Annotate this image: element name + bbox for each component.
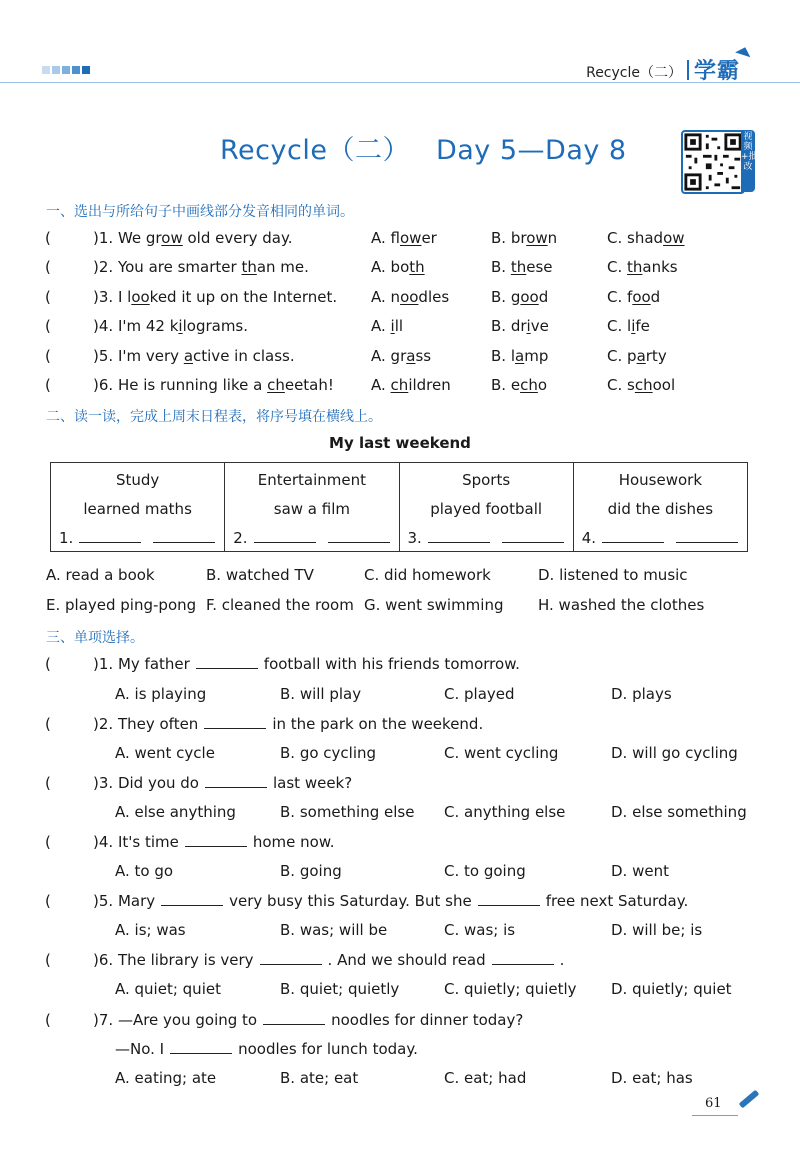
sentence: )1. We grow old every day. bbox=[93, 229, 293, 247]
choice-a[interactable]: A. grass bbox=[371, 347, 432, 365]
option-item: A. read a book bbox=[46, 566, 155, 584]
choice-b[interactable]: B. ate; eat bbox=[280, 1069, 359, 1087]
qr-label: 视频+批改 bbox=[741, 130, 755, 192]
answer-blank[interactable]: 3. bbox=[408, 529, 570, 547]
question: )7. —Are you going to noodles for dinner today? bbox=[93, 1011, 524, 1029]
choice-d[interactable]: D. eat; has bbox=[611, 1069, 693, 1087]
header-square bbox=[42, 66, 50, 74]
option-item: D. listened to music bbox=[538, 566, 688, 584]
weekend-table bbox=[50, 462, 748, 552]
answer-paren[interactable]: ( bbox=[45, 347, 51, 365]
choice-d[interactable]: D. will go cycling bbox=[611, 744, 738, 762]
choice-d[interactable]: D. went bbox=[611, 862, 669, 880]
choice-c[interactable]: C. thanks bbox=[607, 258, 678, 276]
choice-b[interactable]: B. good bbox=[491, 288, 549, 306]
table-cell-sports bbox=[400, 463, 574, 551]
choice-c[interactable]: C. to going bbox=[444, 862, 526, 880]
qr-code-icon[interactable] bbox=[681, 130, 745, 194]
answer-paren[interactable]: ( bbox=[45, 258, 51, 276]
choice-a[interactable]: A. else anything bbox=[115, 803, 236, 821]
answer-paren[interactable]: ( bbox=[45, 288, 51, 306]
part3-heading: 三、单项选择。 bbox=[46, 630, 144, 646]
header-section-title: Recycle（二） bbox=[586, 65, 682, 81]
choice-a[interactable]: A. eating; ate bbox=[115, 1069, 217, 1087]
table-example: did the dishes bbox=[607, 500, 714, 518]
choice-a[interactable]: A. went cycle bbox=[115, 744, 215, 762]
choice-a[interactable]: A. noodles bbox=[371, 288, 450, 306]
choice-c[interactable]: C. was; is bbox=[444, 921, 516, 939]
choice-b[interactable]: B. echo bbox=[491, 376, 548, 394]
answer-blank[interactable]: 4. bbox=[582, 529, 744, 547]
choice-b[interactable]: B. these bbox=[491, 258, 553, 276]
header-square bbox=[52, 66, 60, 74]
sentence: )2. You are smarter than me. bbox=[93, 258, 309, 276]
option-item: H. washed the clothes bbox=[538, 596, 705, 614]
choice-c[interactable]: C. food bbox=[607, 288, 661, 306]
choice-d[interactable]: D. else something bbox=[611, 803, 747, 821]
choice-a[interactable]: A. to go bbox=[115, 862, 174, 880]
choice-a[interactable]: A. flower bbox=[371, 229, 437, 247]
table-cell-housework bbox=[574, 463, 747, 551]
question-line2: —No. I noodles for lunch today. bbox=[115, 1040, 418, 1058]
answer-paren[interactable]: ( bbox=[45, 833, 51, 851]
choice-d[interactable]: D. will be; is bbox=[611, 921, 703, 939]
table-header: Housework bbox=[618, 471, 703, 489]
choice-c[interactable]: C. eat; had bbox=[444, 1069, 527, 1087]
choice-c[interactable]: C. school bbox=[607, 376, 676, 394]
choice-a[interactable]: A. ill bbox=[371, 317, 404, 335]
choice-d[interactable]: D. plays bbox=[611, 685, 672, 703]
question: )1. My father football with his friends tomorrow. bbox=[93, 655, 520, 673]
header-rule bbox=[0, 82, 800, 83]
option-item: E. played ping-pong bbox=[46, 596, 197, 614]
answer-paren[interactable]: ( bbox=[45, 376, 51, 394]
table-header: Study bbox=[115, 471, 160, 489]
sentence: )5. I'm very active in class. bbox=[93, 347, 295, 365]
brand-logo: 学霸 bbox=[694, 59, 741, 84]
question: )2. They often in the park on the weekend. bbox=[93, 715, 484, 733]
table-header: Sports bbox=[462, 471, 511, 489]
header-square bbox=[82, 66, 90, 74]
answer-paren[interactable]: ( bbox=[45, 1011, 51, 1029]
footer-rule bbox=[692, 1115, 738, 1116]
answer-blank[interactable]: 1. bbox=[59, 529, 221, 547]
answer-paren[interactable]: ( bbox=[45, 317, 51, 335]
header-square bbox=[72, 66, 80, 74]
pen-icon bbox=[739, 1090, 760, 1109]
table-header: Entertainment bbox=[257, 471, 366, 489]
sentence: )4. I'm 42 kilograms. bbox=[93, 317, 249, 335]
choice-c[interactable]: C. life bbox=[607, 317, 650, 335]
header-square bbox=[62, 66, 70, 74]
header-separator bbox=[687, 60, 689, 80]
table-title: My last weekend bbox=[329, 434, 471, 452]
choice-b[interactable]: B. was; will be bbox=[280, 921, 388, 939]
table-example: learned maths bbox=[83, 500, 192, 518]
choice-b[interactable]: B. drive bbox=[491, 317, 549, 335]
choice-c[interactable]: C. shadow bbox=[607, 229, 685, 247]
choice-b[interactable]: B. brown bbox=[491, 229, 558, 247]
page-number: 61 bbox=[705, 1096, 722, 1111]
option-item: B. watched TV bbox=[206, 566, 314, 584]
part1-heading: 一、选出与所给句子中画线部分发音相同的单词。 bbox=[46, 204, 354, 220]
choice-c[interactable]: C. went cycling bbox=[444, 744, 559, 762]
choice-c[interactable]: C. played bbox=[444, 685, 515, 703]
choice-c[interactable]: C. quietly; quietly bbox=[444, 980, 577, 998]
answer-paren[interactable]: ( bbox=[45, 229, 51, 247]
table-example: saw a film bbox=[273, 500, 350, 518]
choice-a[interactable]: A. children bbox=[371, 376, 451, 394]
answer-paren[interactable]: ( bbox=[45, 774, 51, 792]
choice-b[interactable]: B. going bbox=[280, 862, 342, 880]
sentence: )6. He is running like a cheetah! bbox=[93, 376, 334, 394]
choice-a[interactable]: A. is; was bbox=[115, 921, 186, 939]
choice-d[interactable]: D. quietly; quiet bbox=[611, 980, 732, 998]
answer-paren[interactable]: ( bbox=[45, 892, 51, 910]
question: )5. Mary very busy this Saturday. But she free next Saturday. bbox=[93, 892, 689, 910]
choice-c[interactable]: C. anything else bbox=[444, 803, 566, 821]
part2-heading: 二、读一读，完成上周末日程表，将序号填在横线上。 bbox=[46, 409, 382, 425]
choice-b[interactable]: B. will play bbox=[280, 685, 362, 703]
option-item: F. cleaned the room bbox=[206, 596, 354, 614]
option-item: C. did homework bbox=[364, 566, 491, 584]
choice-a[interactable]: A. is playing bbox=[115, 685, 207, 703]
table-cell-study bbox=[51, 463, 225, 551]
choice-b[interactable]: B. something else bbox=[280, 803, 415, 821]
choice-a[interactable]: A. quiet; quiet bbox=[115, 980, 221, 998]
choice-c[interactable]: C. party bbox=[607, 347, 667, 365]
question: )6. The library is very . And we should read . bbox=[93, 951, 565, 969]
table-cell-entertainment bbox=[225, 463, 399, 551]
choice-b[interactable]: B. go cycling bbox=[280, 744, 377, 762]
sentence: )3. I looked it up on the Internet. bbox=[93, 288, 338, 306]
question: )3. Did you do last week? bbox=[93, 774, 353, 792]
choice-b[interactable]: B. quiet; quietly bbox=[280, 980, 400, 998]
answer-paren[interactable]: ( bbox=[45, 655, 51, 673]
choice-b[interactable]: B. lamp bbox=[491, 347, 549, 365]
table-example: played football bbox=[430, 500, 543, 518]
answer-blank[interactable]: 2. bbox=[233, 529, 395, 547]
answer-paren[interactable]: ( bbox=[45, 715, 51, 733]
option-item: G. went swimming bbox=[364, 596, 504, 614]
choice-a[interactable]: A. both bbox=[371, 258, 425, 276]
page-title: Recycle（二） Day 5—Day 8 bbox=[220, 135, 627, 166]
question: )4. It's time home now. bbox=[93, 833, 335, 851]
answer-paren[interactable]: ( bbox=[45, 951, 51, 969]
